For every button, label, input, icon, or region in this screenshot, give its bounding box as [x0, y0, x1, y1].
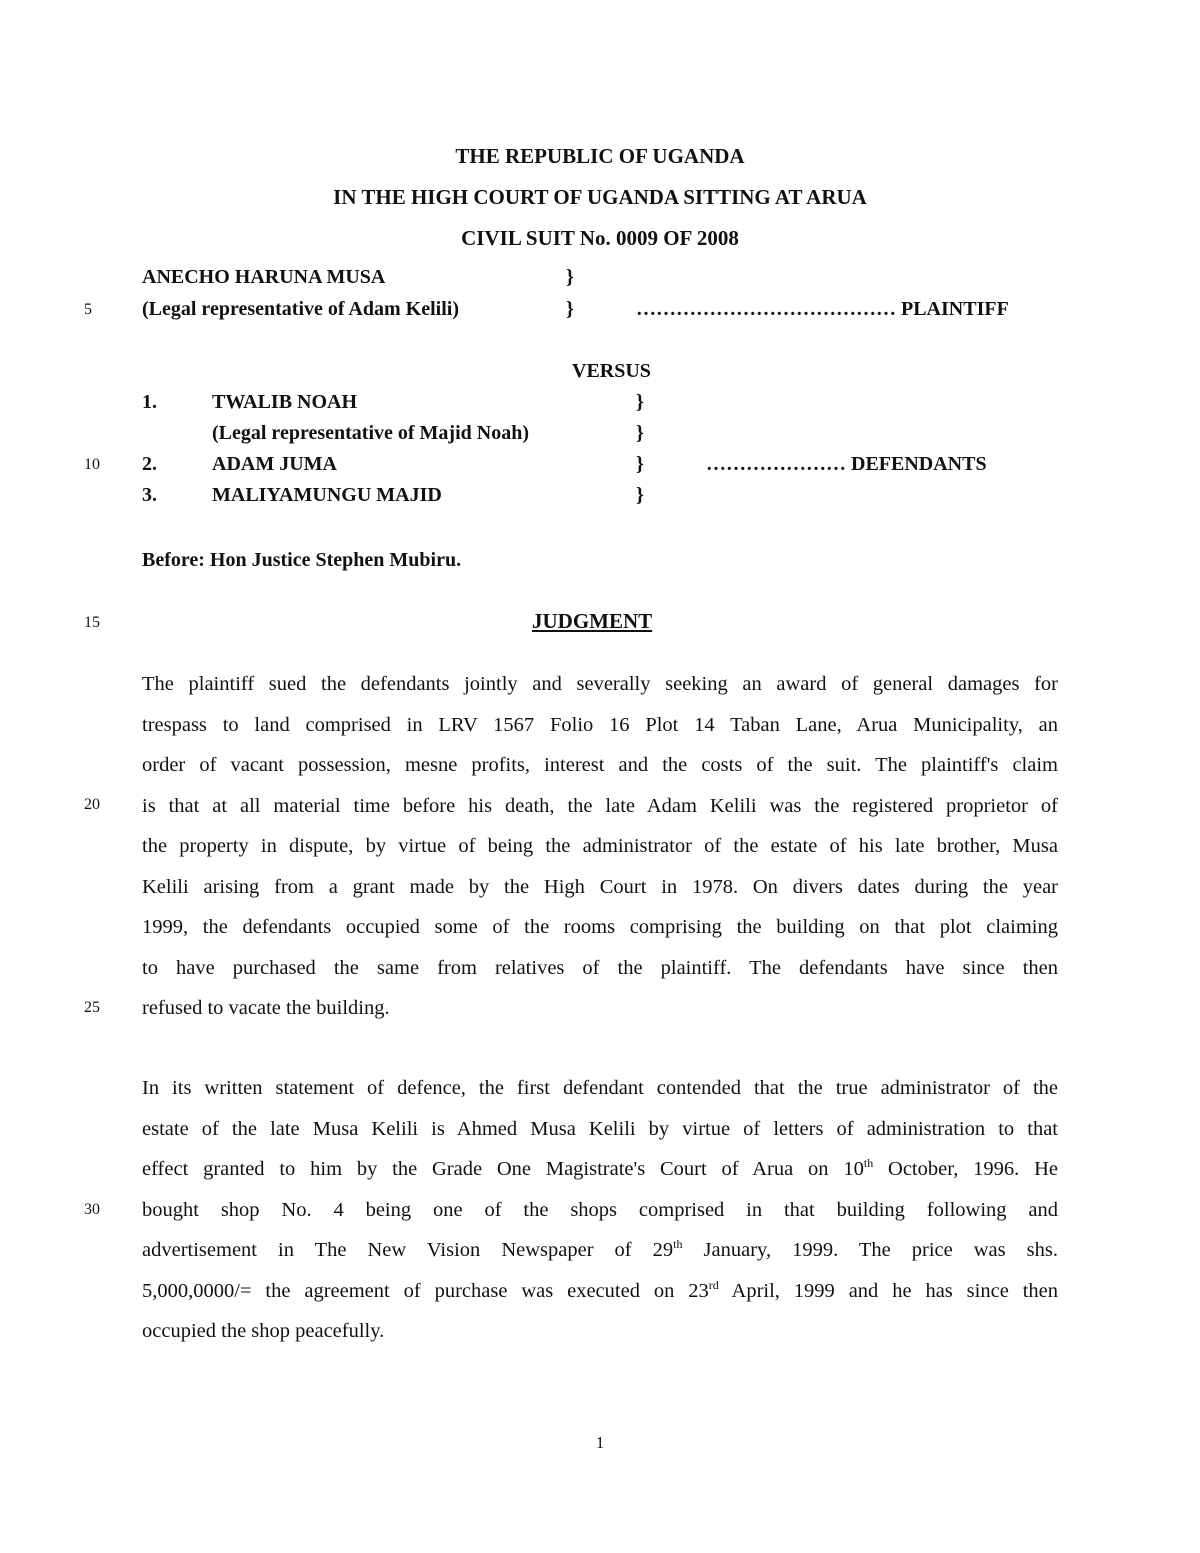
judge-line: Before: Hon Justice Stephen Mubiru.	[142, 549, 462, 571]
paragraph-line: the property in dispute, by virtue of being the administrator of the estate of his late brother, Musa	[142, 835, 1058, 857]
plaintiff-representative: (Legal representative of Adam Kelili)	[142, 298, 459, 320]
paragraph-line: advertisement in The New Vision Newspaper of 29th January, 1999. The price was shs.	[142, 1237, 1058, 1261]
defendant-representative: (Legal representative of Majid Noah)	[212, 422, 529, 444]
plaintiff-label: ………………………………… PLAINTIFF	[636, 298, 1009, 320]
defendant-name: ADAM JUMA	[212, 453, 337, 475]
plaintiff-brace-2: }	[566, 298, 574, 320]
versus-label: VERSUS	[572, 360, 651, 382]
line-number-20: 20	[84, 796, 100, 813]
heading-suit-number: CIVIL SUIT No. 0009 OF 2008	[461, 226, 739, 250]
paragraph-line: bought shop No. 4 being one of the shops comprised in that building following and	[142, 1198, 1058, 1221]
paragraph-line: occupied the shop peacefully.	[142, 1320, 385, 1342]
page-number: 1	[595, 1433, 605, 1452]
plaintiff-name: ANECHO HARUNA MUSA	[142, 266, 386, 288]
defendant-brace: }	[636, 391, 644, 413]
paragraph-line: is that at all material time before his death, the late Adam Kelili was the registered proprietor of	[142, 794, 1058, 817]
paragraph-line: trespass to land comprised in LRV 1567 Folio 16 Plot 14 Taban Lane, Arua Municipality, an	[142, 713, 1058, 736]
defendant-name: TWALIB NOAH	[212, 391, 358, 413]
defendant-brace: }	[636, 422, 644, 444]
defendant-brace: }	[636, 453, 644, 475]
paragraph-line: refused to vacate the building.	[142, 997, 390, 1019]
paragraph-line: order of vacant possession, mesne profits, interest and the costs of the suit. The plaintiff's claim	[142, 754, 1058, 776]
paragraph-line: estate of the late Musa Kelili is Ahmed Musa Kelili by virtue of letters of administration to that	[142, 1117, 1058, 1140]
paragraph-line: In its written statement of defence, the first defendant contended that the true administrator of the	[142, 1077, 1058, 1099]
paragraph-line: to have purchased the same from relatives of the plaintiff. The defendants have since then	[142, 956, 1058, 979]
line-number-25: 25	[84, 999, 100, 1016]
line-number-10: 10	[84, 456, 100, 473]
heading-republic: THE REPUBLIC OF UGANDA	[455, 144, 745, 168]
paragraph-line: 1999, the defendants occupied some of the rooms comprising the building on that plot claiming	[142, 916, 1058, 938]
defendant-number: 1.	[142, 391, 157, 413]
defendants-label: ………………… DEFENDANTS	[706, 453, 987, 475]
paragraph-line: effect granted to him by the Grade One Magistrate's Court of Arua on 10th October, 1996. He	[142, 1156, 1058, 1180]
paragraph-2	[142, 1068, 1058, 1352]
line-number-30: 30	[84, 1201, 100, 1218]
heading-court: IN THE HIGH COURT OF UGANDA SITTING AT ARUA	[333, 185, 867, 209]
defendant-number: 2.	[142, 453, 157, 475]
paragraph-line: Kelili arising from a grant made by the High Court in 1978. On divers dates during the year	[142, 875, 1058, 898]
defendant-name: MALIYAMUNGU MAJID	[212, 484, 442, 506]
judgment-title: JUDGMENT	[532, 609, 653, 633]
defendant-number: 3.	[142, 484, 157, 506]
plaintiff-brace-1: }	[566, 266, 574, 288]
paragraph-line: The plaintiff sued the defendants jointly and severally seeking an award of general damages for	[142, 673, 1058, 695]
line-number-15: 15	[84, 614, 100, 631]
defendant-brace: }	[636, 484, 644, 506]
paragraph-line: 5,000,0000/= the agreement of purchase was executed on 23rd April, 1999 and he has since then	[142, 1277, 1058, 1302]
paragraph-1	[142, 664, 1058, 1029]
line-number-5: 5	[84, 301, 92, 318]
